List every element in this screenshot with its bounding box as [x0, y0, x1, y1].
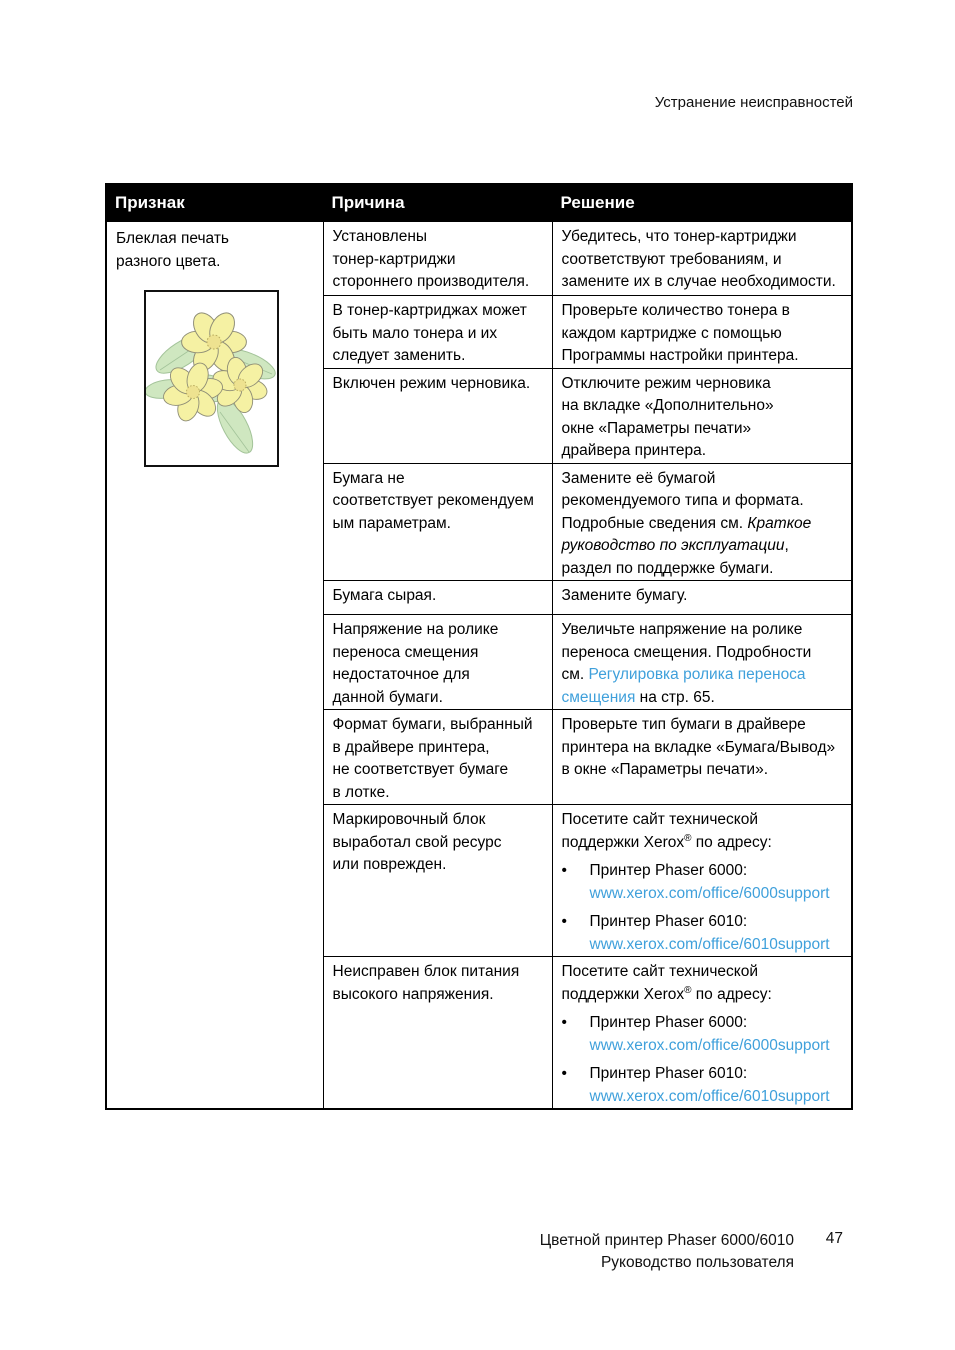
solution-line — [562, 468, 844, 491]
cause-line: Бумага не — [332, 469, 405, 487]
solution-cell — [552, 710, 852, 805]
cause-line: недостаточное для — [332, 666, 470, 683]
cause-cell — [323, 957, 552, 1110]
text-segment: Программы настройки принтера. — [561, 347, 799, 364]
text-segment: драйвера принтера. — [561, 442, 706, 459]
cause-cell — [323, 710, 552, 805]
solution-line — [562, 664, 844, 687]
cause-line: Напряжение на ролике — [332, 621, 499, 638]
bullet-label: Принтер Phaser 6000: — [589, 1014, 748, 1031]
solution-line — [562, 984, 844, 1007]
text-segment: поддержки Xerox — [561, 833, 685, 851]
italic-text: Краткое — [747, 514, 812, 532]
solution-line — [562, 737, 844, 760]
cause-cell — [323, 296, 552, 369]
solution-line — [562, 226, 844, 249]
solution-line — [562, 395, 844, 418]
bullet-label: Принтер Phaser 6010: — [589, 1065, 748, 1082]
solution-line — [562, 300, 844, 323]
text-segment: поддержки Xerox — [561, 985, 685, 1003]
bullet-icon: • — [561, 1014, 567, 1031]
solution-line — [562, 513, 844, 536]
cause-line: Неисправен блок питания — [332, 963, 520, 980]
cause-line: в лотке. — [332, 783, 390, 801]
text-segment: каждом картридже с помощью — [561, 324, 782, 342]
text-segment: Отключите режим черновика — [561, 374, 771, 392]
cause-line: или поврежден. — [332, 856, 447, 873]
cause-line: выработал свой ресурс — [332, 833, 502, 851]
cause-cell — [323, 368, 552, 463]
page-footer — [540, 1230, 794, 1274]
text-segment: Посетите сайт технической — [561, 811, 759, 828]
solution-line — [562, 345, 844, 368]
solution-cell — [552, 805, 852, 957]
solution-cell — [552, 368, 852, 463]
solution-line — [562, 832, 844, 855]
support-url-link[interactable]: www.xerox.com/office/6000support — [589, 1036, 830, 1054]
text-segment: Увеличьте напряжение на ролике — [561, 621, 803, 638]
cause-line: В тонер-картриджах может — [332, 302, 527, 319]
symptom-text — [116, 228, 315, 273]
solution-line — [562, 809, 844, 832]
cause-cell — [323, 615, 552, 710]
solution-line — [562, 585, 844, 608]
solution-line — [562, 619, 844, 642]
text-segment: Посетите сайт технической — [561, 963, 759, 980]
text-segment: Убедитесь, что тонер-картриджи — [561, 228, 797, 245]
solution-line — [562, 714, 844, 737]
solution-line — [562, 249, 844, 272]
table-header-row — [106, 184, 852, 222]
text-segment: рекомендуемого типа и формата. — [561, 492, 804, 509]
cause-line: стороннего производителя. — [332, 273, 530, 290]
cause-cell — [323, 222, 552, 296]
bullet-item — [562, 1012, 844, 1057]
text-segment: Подробные сведения см. — [561, 514, 748, 532]
italic-text: руководство по эксплуатации — [561, 537, 785, 554]
text-segment: , — [784, 537, 789, 554]
footer-product-line: Цветной принтер Phaser 6000/6010 — [539, 1232, 794, 1249]
symptom-line: разного цвета. — [116, 252, 221, 270]
table-body — [106, 222, 852, 1110]
solution-line — [562, 490, 844, 513]
solution-line — [562, 535, 844, 558]
cause-line: ым параметрам. — [332, 514, 451, 532]
bullet-item — [562, 1063, 844, 1108]
running-header: Устранение неисправностей — [654, 94, 853, 111]
cause-line: Маркировочный блок — [332, 811, 486, 828]
cause-line: переноса смещения — [332, 643, 479, 661]
text-segment: переноса смещения. Подробности — [561, 643, 812, 661]
bullet-icon: • — [561, 1065, 567, 1082]
inline-link[interactable]: Регулировка ролика переноса — [588, 666, 806, 683]
support-url-link[interactable]: www.xerox.com/office/6010support — [589, 1087, 830, 1105]
inline-link[interactable]: смещения — [561, 688, 636, 706]
solution-cell — [552, 296, 852, 369]
support-url-link[interactable]: www.xerox.com/office/6010support — [589, 935, 830, 953]
bullet-label: Принтер Phaser 6010: — [589, 913, 748, 930]
text-segment: на вкладке «Дополнительно» — [561, 397, 774, 414]
solution-cell — [552, 957, 852, 1110]
cause-cell — [323, 805, 552, 957]
text-segment: по адресу: — [691, 985, 772, 1003]
text-segment: соответствуют требованиям, и — [561, 250, 782, 268]
solution-cell — [552, 615, 852, 710]
solution-cell — [552, 463, 852, 581]
flowers-illustration-icon — [146, 292, 277, 465]
cause-line: Формат бумаги, выбранный — [332, 716, 533, 733]
text-segment: на стр. 65. — [635, 688, 715, 706]
bullet-icon: • — [561, 862, 567, 879]
text-segment: Замените бумагу. — [561, 587, 688, 604]
text-segment: Проверьте количество тонера в — [561, 302, 790, 319]
solution-line — [562, 440, 844, 463]
text-segment: в окне «Параметры печати». — [561, 761, 769, 778]
cause-line: тонер-картриджи — [332, 250, 456, 268]
solution-line — [562, 323, 844, 346]
registered-mark: ® — [684, 984, 692, 996]
footer-doc-line: Руководство пользователя — [600, 1254, 794, 1271]
solution-line — [562, 418, 844, 441]
cause-line: быть мало тонера и их — [332, 324, 498, 342]
solution-line — [562, 687, 844, 710]
cause-line: данной бумаги. — [332, 688, 443, 706]
column-header-solution: Решение — [552, 184, 852, 222]
troubleshooting-table — [105, 183, 853, 1110]
print-sample-frame — [144, 290, 279, 467]
solution-line — [562, 271, 844, 294]
page-number: 47 — [825, 1230, 843, 1247]
first-data-row — [106, 222, 852, 296]
text-segment: Проверьте тип бумаги в драйвере — [561, 716, 806, 733]
text-segment: по адресу: — [691, 833, 772, 851]
cause-cell — [323, 581, 552, 615]
support-url-link[interactable]: www.xerox.com/office/6000support — [589, 884, 830, 902]
text-segment: принтера на вкладке «Бумага/Вывод» — [561, 738, 836, 756]
column-header-symptom: Признак — [106, 184, 323, 222]
cause-line: Бумага сырая. — [332, 587, 437, 604]
solution-line — [562, 642, 844, 665]
text-segment: окне «Параметры печати» — [561, 419, 752, 437]
cause-line: высокого напряжения. — [332, 985, 494, 1003]
text-segment: Замените её бумагой — [561, 469, 716, 487]
text-segment: раздел по поддержке бумаги. — [561, 559, 774, 577]
solution-line — [562, 759, 844, 782]
cause-line: Включен режим черновика. — [332, 374, 531, 392]
registered-mark: ® — [684, 832, 692, 844]
solution-cell — [552, 581, 852, 615]
bullet-icon: • — [561, 913, 567, 930]
bullet-item — [562, 911, 844, 956]
cause-line: в драйвере принтера, — [332, 738, 490, 756]
solution-line — [562, 373, 844, 396]
text-segment: замените их в случае необходимости. — [561, 273, 836, 290]
bullet-label: Принтер Phaser 6000: — [589, 862, 748, 879]
cause-cell — [323, 463, 552, 581]
solution-line — [562, 961, 844, 984]
cause-line: не соответствует бумаге — [332, 761, 509, 778]
column-header-cause: Причина — [323, 184, 552, 222]
solution-cell — [552, 222, 852, 296]
text-segment: см. — [561, 666, 589, 683]
cause-line: следует заменить. — [332, 347, 466, 364]
symptom-line: Блеклая печать — [116, 230, 230, 247]
bullet-item — [562, 860, 844, 905]
cause-line: Установлены — [332, 228, 428, 245]
symptom-cell — [106, 222, 323, 1110]
cause-line: соответствует рекомендуем — [332, 492, 534, 509]
solution-line — [562, 558, 844, 581]
